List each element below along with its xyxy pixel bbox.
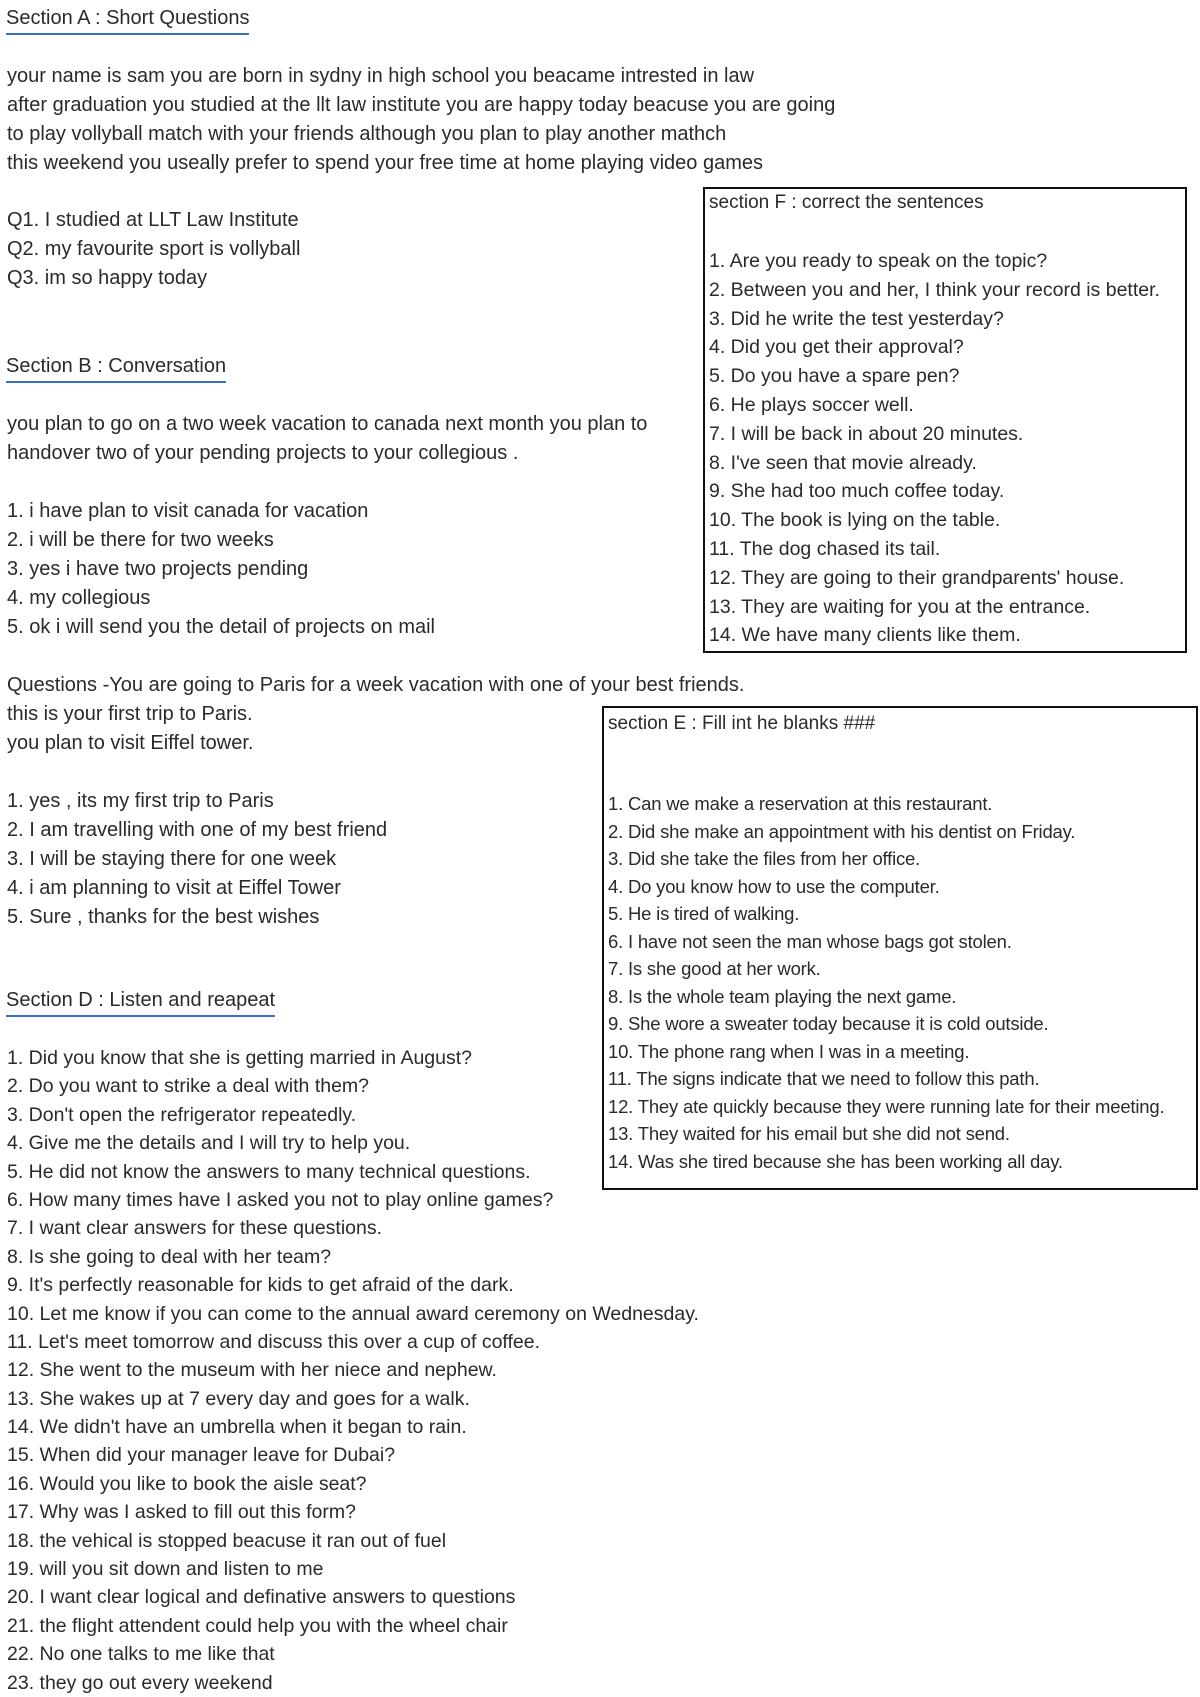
list-item: 13. She wakes up at 7 every day and goes for a walk. xyxy=(7,1387,470,1410)
list-item: 14. Was she tired because she has been working all day. xyxy=(608,1150,1063,1172)
list-item: 17. Why was I asked to fill out this form? xyxy=(7,1501,356,1524)
section-a-answers xyxy=(7,206,300,293)
list-item: 6. He plays soccer well. xyxy=(709,393,914,416)
list-item: 1. Can we make a reservation at this restaurant. xyxy=(608,793,993,814)
list-item: 5. Do you have a spare pen? xyxy=(709,365,960,388)
list-item: 9. She wore a sweater today because it is cold outside. xyxy=(608,1013,1049,1034)
list-item: 11. The signs indicate that we need to follow this path. xyxy=(608,1068,1040,1089)
list-item: 3. Did he write the test yesterday? xyxy=(709,307,1004,330)
list-item: 10. The book is lying on the table. xyxy=(709,509,1001,532)
passage-line: handover two of your pending projects to your collegious . xyxy=(7,442,519,464)
answer-line: 5. Sure , thanks for the best wishes xyxy=(7,906,320,928)
section-e-list xyxy=(608,790,1193,1175)
list-item: 12. They ate quickly because they were running late for their meeting. xyxy=(608,1095,1165,1117)
list-item: 11. Let's meet tomorrow and discuss this over a cup of coffee. xyxy=(7,1330,541,1353)
section-e-heading: section E : Fill int he blanks ### xyxy=(608,713,876,734)
list-item: 2. Do you want to strike a deal with them? xyxy=(7,1075,370,1098)
section-b-passage xyxy=(7,410,647,468)
list-item: 12. They are going to their grandparents' house. xyxy=(709,566,1125,589)
section-f-heading: section F : correct the sentences xyxy=(709,192,984,213)
list-item: 9. It's perfectly reasonable for kids to get afraid of the dark. xyxy=(7,1274,514,1297)
answer-line: Q1. I studied at LLT Law Institute xyxy=(7,209,299,231)
list-item: 13. They are waiting for you at the entrance. xyxy=(709,595,1091,618)
answer-line: 1. yes , its my first trip to Paris xyxy=(7,790,274,812)
prompt-line: this is your first trip to Paris. xyxy=(7,703,253,725)
section-a-heading: Section A : Short Questions xyxy=(6,6,249,35)
list-item: 8. I've seen that movie already. xyxy=(709,451,977,474)
list-item: 6. I have not seen the man whose bags got stolen. xyxy=(608,930,1012,952)
list-item: 4. Give me the details and I will try to help you. xyxy=(7,1132,411,1155)
list-item: 14. We have many clients like them. xyxy=(709,624,1021,647)
answer-line: 5. ok i will send you the detail of projects on mail xyxy=(7,616,435,638)
list-item: 1. Did you know that she is getting married in August? xyxy=(7,1047,473,1069)
list-item: 13. They waited for his email but she did not send. xyxy=(608,1123,1010,1144)
answer-line: 1. i have plan to visit canada for vacation xyxy=(7,500,369,522)
list-item: 4. Did you get their approval? xyxy=(709,336,964,359)
list-item: 7. Is she good at her work. xyxy=(608,958,821,979)
paris-answers xyxy=(7,787,387,932)
section-a-passage xyxy=(7,62,835,178)
section-f-list xyxy=(709,247,1181,650)
list-item: 14. We didn't have an umbrella when it began to rain. xyxy=(7,1416,467,1439)
list-item: 5. He is tired of walking. xyxy=(608,903,800,924)
list-item: 19. will you sit down and listen to me xyxy=(7,1558,324,1581)
list-item: 12. She went to the museum with her niece and nephew. xyxy=(7,1359,497,1382)
list-item: 23. they go out every weekend xyxy=(7,1671,273,1694)
list-item: 2. Did she make an appointment with his dentist on Friday. xyxy=(608,820,1076,842)
list-item: 7. I want clear answers for these questions. xyxy=(7,1217,383,1240)
passage-line: you plan to go on a two week vacation to canada next month you plan to xyxy=(7,413,648,435)
list-item: 5. He did not know the answers to many technical questions. xyxy=(7,1160,531,1183)
answer-line: Q2. my favourite sport is vollyball xyxy=(7,238,301,260)
list-item: 9. She had too much coffee today. xyxy=(709,480,1005,503)
passage-line: this weekend you useally prefer to spend your free time at home playing video games xyxy=(7,152,763,174)
answer-line: 2. i will be there for two weeks xyxy=(7,529,274,551)
section-d-list xyxy=(7,1044,699,1697)
answer-line: 2. I am travelling with one of my best friend xyxy=(7,819,388,841)
section-e-box xyxy=(602,706,1198,1190)
passage-line: to play vollyball match with your friends although you plan to play another mathch xyxy=(7,123,727,145)
section-b-answers xyxy=(7,497,435,642)
section-d-heading: Section D : Listen and reapeat xyxy=(6,988,275,1017)
list-item: 8. Is she going to deal with her team? xyxy=(7,1245,332,1268)
list-item: 11. The dog chased its tail. xyxy=(709,537,941,560)
prompt-line: Questions -You are going to Paris for a week vacation with one of your best friends. xyxy=(7,674,745,696)
list-item: 3. Don't open the refrigerator repeatedly. xyxy=(7,1103,357,1126)
list-item: 15. When did your manager leave for Dubai? xyxy=(7,1444,396,1467)
list-item: 1. Are you ready to speak on the topic? xyxy=(709,250,1048,272)
list-item: 10. The phone rang when I was in a meeting. xyxy=(608,1040,970,1062)
list-item: 20. I want clear logical and definative answers to questions xyxy=(7,1586,516,1609)
list-item: 4. Do you know how to use the computer. xyxy=(608,875,940,897)
list-item: 7. I will be back in about 20 minutes. xyxy=(709,422,1024,445)
prompt-line: you plan to visit Eiffel tower. xyxy=(7,732,254,754)
list-item: 8. Is the whole team playing the next game. xyxy=(608,985,957,1007)
passage-line: your name is sam you are born in sydny in high school you beacame intrested in law xyxy=(7,65,755,87)
section-f-box xyxy=(703,187,1187,653)
answer-line: Q3. im so happy today xyxy=(7,267,208,289)
answer-line: 4. my collegious xyxy=(7,587,151,609)
list-item: 22. No one talks to me like that xyxy=(7,1643,275,1666)
answer-line: 3. yes i have two projects pending xyxy=(7,558,309,580)
list-item: 2. Between you and her, I think your record is better. xyxy=(709,278,1160,301)
section-b-heading: Section B : Conversation xyxy=(6,354,226,383)
list-item: 21. the flight attendent could help you with the wheel chair xyxy=(7,1614,508,1637)
passage-line: after graduation you studied at the llt law institute you are happy today beacuse you are going xyxy=(7,94,836,116)
answer-line: 3. I will be staying there for one week xyxy=(7,848,337,870)
list-item: 16. Would you like to book the aisle seat? xyxy=(7,1472,367,1495)
list-item: 10. Let me know if you can come to the annual award ceremony on Wednesday. xyxy=(7,1302,699,1325)
list-item: 3. Did she take the files from her office. xyxy=(608,848,921,869)
list-item: 6. How many times have I asked you not to play online games? xyxy=(7,1188,554,1211)
answer-line: 4. i am planning to visit at Eiffel Tower xyxy=(7,877,341,899)
list-item: 18. the vehical is stopped beacuse it ran out of fuel xyxy=(7,1529,447,1552)
